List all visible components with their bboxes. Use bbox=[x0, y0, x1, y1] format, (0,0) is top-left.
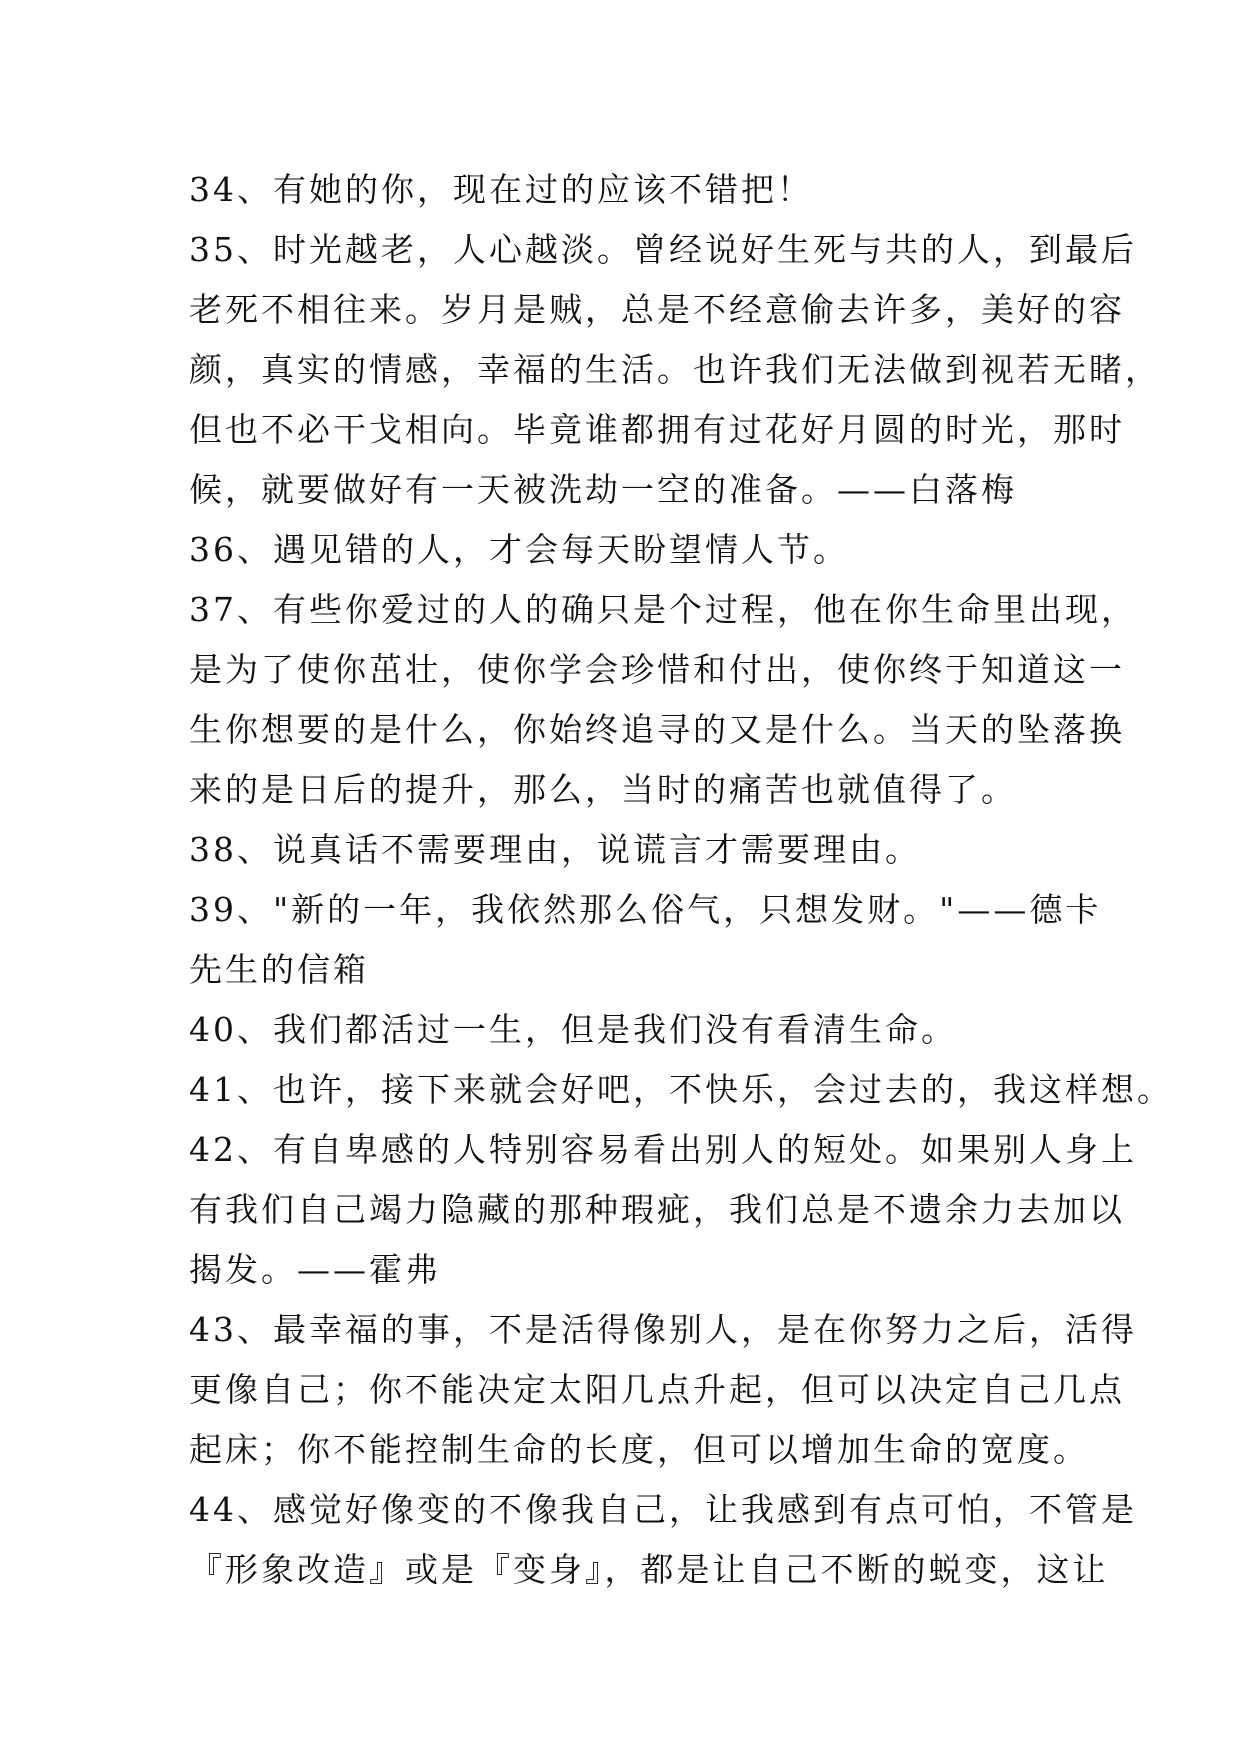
text-line: 是为了使你茁壮，使你学会珍惜和付出，使你终于知道这一 bbox=[189, 650, 1125, 689]
text-line: 37、有些你爱过的人的确只是个过程，他在你生命里出现， bbox=[189, 590, 1137, 629]
document-body bbox=[189, 160, 1173, 1600]
text-line: 『形象改造』或是『变身』，都是让自己不断的蜕变，这让 bbox=[189, 1550, 1109, 1589]
text-line: 43、最幸福的事，不是活得像别人，是在你努力之后，活得 bbox=[189, 1310, 1137, 1349]
text-line: 有我们自己竭力隐藏的那种瑕疵，我们总是不遗余力去加以 bbox=[189, 1190, 1125, 1229]
text-line: 40、我们都活过一生，但是我们没有看清生命。 bbox=[189, 1010, 957, 1049]
text-line: 但也不必干戈相向。毕竟谁都拥有过花好月圆的时光，那时 bbox=[189, 410, 1125, 449]
text-line: 36、遇见错的人，才会每天盼望情人节。 bbox=[189, 530, 849, 569]
text-line: 来的是日后的提升，那么，当时的痛苦也就值得了。 bbox=[189, 770, 1017, 809]
text-line: 颜，真实的情感，幸福的生活。也许我们无法做到视若无睹， bbox=[189, 350, 1161, 389]
text-line: 35、时光越老，人心越淡。曾经说好生死与共的人，到最后 bbox=[189, 230, 1137, 269]
text-line: 34、有她的你，现在过的应该不错把！ bbox=[189, 170, 813, 209]
text-line: 39、"新的一年，我依然那么俗气，只想发财。"——德卡 bbox=[189, 890, 1102, 929]
text-line: 候，就要做好有一天被洗劫一空的准备。——白落梅 bbox=[189, 470, 1017, 509]
text-line: 起床；你不能控制生命的长度，但可以增加生命的宽度。 bbox=[189, 1430, 1089, 1469]
text-line: 44、感觉好像变的不像我自己，让我感到有点可怕，不管是 bbox=[189, 1490, 1137, 1529]
text-line: 老死不相往来。岁月是贼，总是不经意偷去许多，美好的容 bbox=[189, 290, 1125, 329]
text-line: 先生的信箱 bbox=[189, 950, 369, 989]
text-line: 揭发。——霍弗 bbox=[189, 1250, 441, 1289]
text-line: 42、有自卑感的人特别容易看出别人的短处。如果别人身上 bbox=[189, 1130, 1137, 1169]
text-line: 38、说真话不需要理由，说谎言才需要理由。 bbox=[189, 830, 921, 869]
text-line: 41、也许，接下来就会好吧，不快乐，会过去的，我这样想。 bbox=[189, 1070, 1173, 1109]
text-line: 生你想要的是什么，你始终追寻的又是什么。当天的坠落换 bbox=[189, 710, 1125, 749]
text-line: 更像自己；你不能决定太阳几点升起，但可以决定自己几点 bbox=[189, 1370, 1125, 1409]
